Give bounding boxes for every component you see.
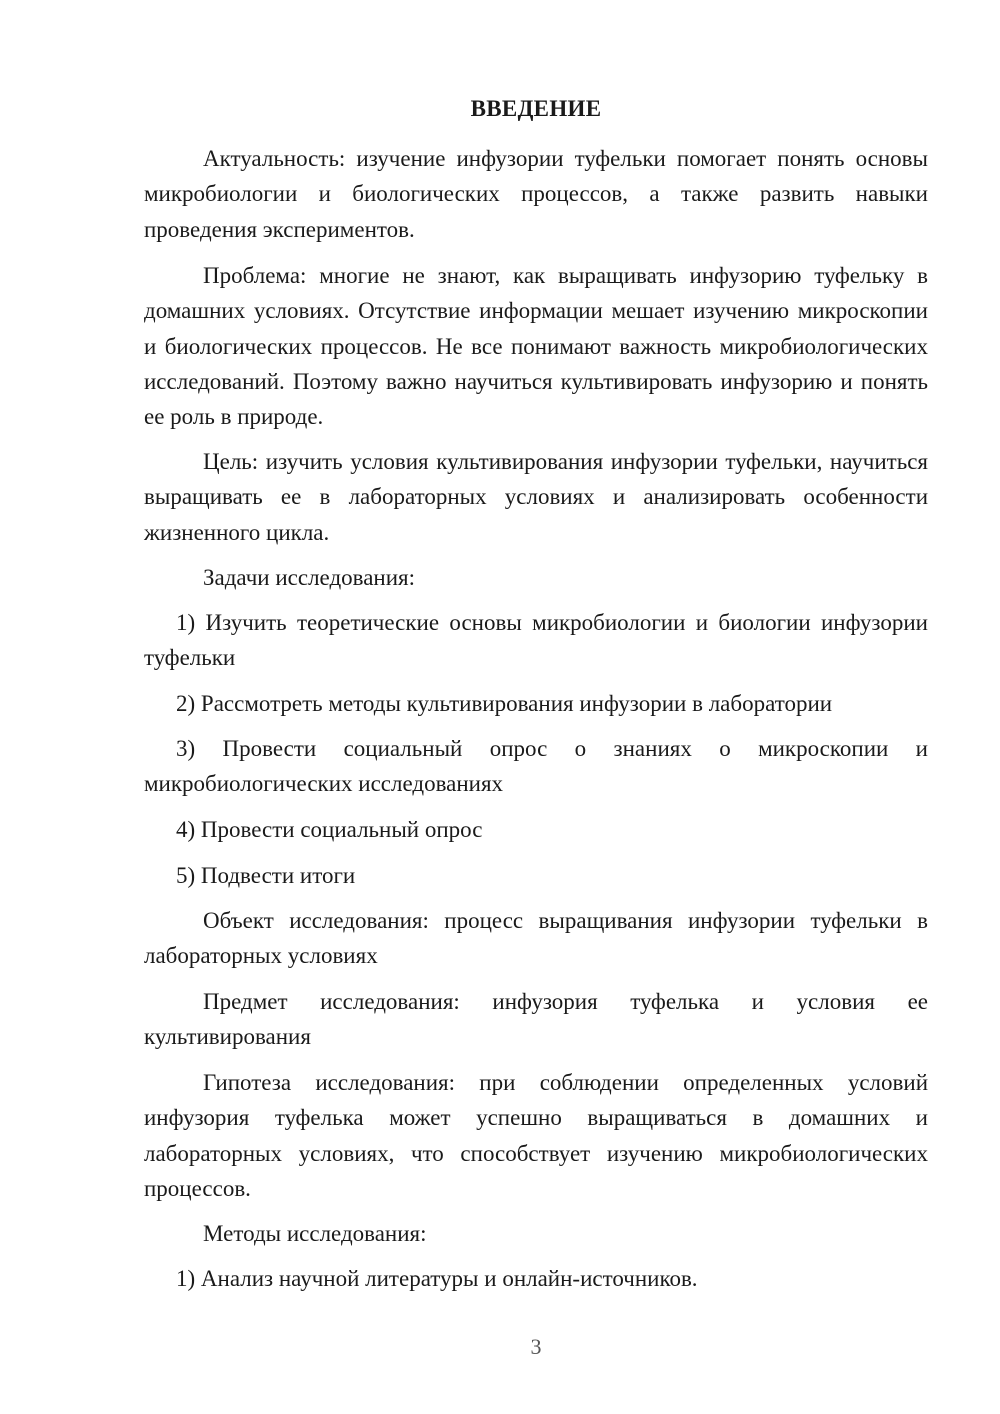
task-item-3: 3) Провести социальный опрос о знаниях о микроскопии и микробиологических исследованиях [144, 736, 928, 797]
task-item-2: 2) Рассмотреть методы культивирования инфузории в лаборатории [176, 691, 833, 716]
goal-paragraph: Цель: изучить условия культивирования инфузории туфельки, научиться выращивать ее в лабораторных условиях и анализировать особенности жизненного цикла. [144, 449, 928, 545]
page-title: ВВЕДЕНИЕ [470, 96, 602, 121]
task-item-5: 5) Подвести итоги [176, 863, 356, 888]
hypothesis-paragraph: Гипотеза исследования: при соблюдении определенных условий инфузория туфелька может успешно выращиваться в домашних и лабораторных условиях, что способствует изучению микробиологических процессов. [144, 1070, 928, 1201]
subject-paragraph: Предмет исследования: инфузория туфелька и условия ее культивирования [144, 989, 928, 1050]
methods-heading: Методы исследования: [203, 1221, 427, 1246]
task-item-4: 4) Провести социальный опрос [176, 817, 483, 842]
task-item-1: 1) Изучить теоретические основы микробиологии и биологии инфузории туфельки [144, 610, 928, 671]
tasks-heading: Задачи исследования: [203, 565, 416, 590]
problem-paragraph: Проблема: многие не знают, как выращивать инфузорию туфельку в домашних условиях. Отсутствие информации мешает изучению микроскопии и биологических процессов. Не все понимают важность микробиологических исследований. Поэтому важно научиться культивировать инфузорию и понять ее роль в природе. [144, 263, 928, 430]
object-paragraph: Объект исследования: процесс выращивания инфузории туфельки в лабораторных условиях [144, 908, 928, 969]
relevance-paragraph: Актуальность: изучение инфузории туфельки помогает понять основы микробиологии и биологических процессов, а также развить навыки проведения экспериментов. [144, 146, 928, 242]
page-number: 3 [530, 1334, 542, 1359]
method-item-1: 1) Анализ научной литературы и онлайн-источников. [176, 1266, 698, 1291]
